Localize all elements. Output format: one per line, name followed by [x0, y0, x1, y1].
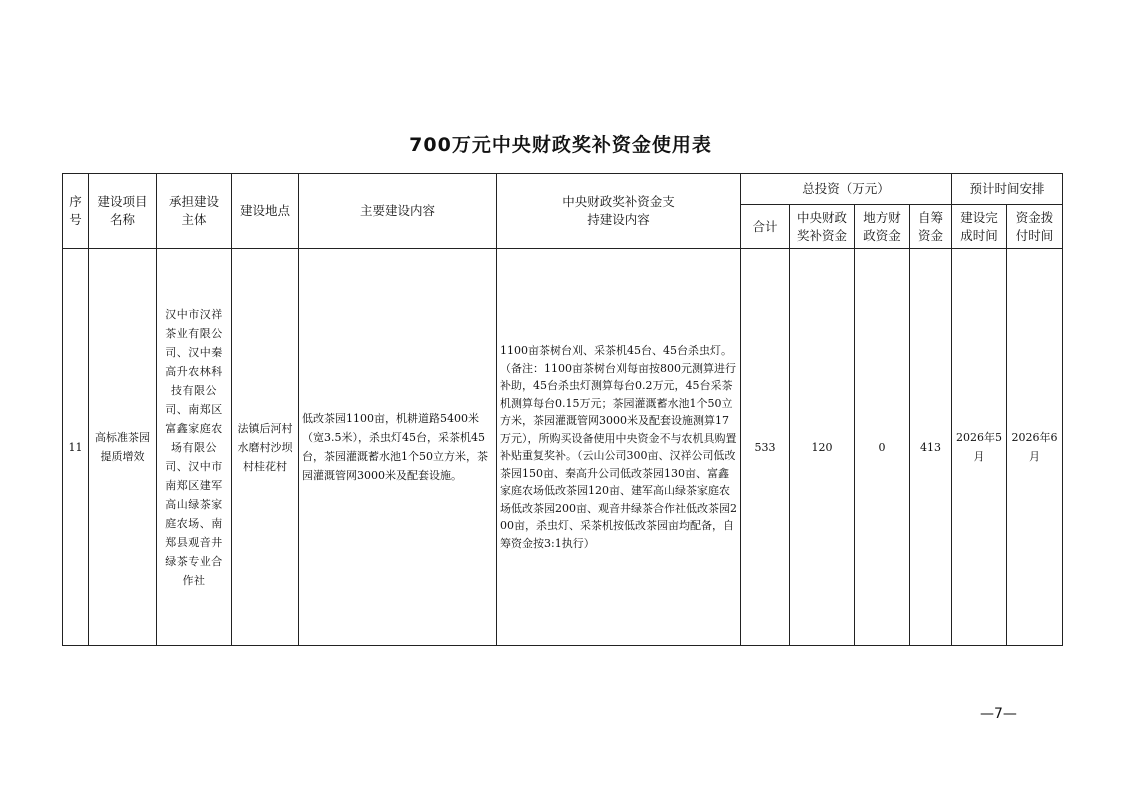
row-seq: 11: [63, 249, 89, 646]
header-central-fund: 中央财政奖补资金: [790, 205, 855, 249]
row-content: 低改茶园1100亩，机耕道路5400米（宽3.5米），杀虫灯45台，采茶机45台，茶园灌溉蓄水池1个50立方米，茶园灌溉管网3000米及配套设施。: [299, 249, 497, 646]
funding-table: [62, 173, 1063, 646]
page-title: 700万元中央财政奖补资金使用表: [409, 134, 712, 156]
header-project-name: 建设项目名称: [89, 174, 157, 249]
header-self-fund: 自筹资金: [910, 205, 952, 249]
row-central-support: 1100亩茶树台刈、采茶机45台、45台杀虫灯。（备注：1100亩茶树台刈每亩按800元测算进行补助，45台杀虫灯测算每台0.2万元，45台采茶机测算每台0.15万元；茶园灌溉蓄水池1个50立方米，茶园灌溉管网3000米及配套设施测算17万元），所购买设备使用中央资金不与农机具购置补贴重复奖补。（云山公司300亩、汉祥公司低改茶园150亩、秦高升公司低改茶园130亩、富鑫家庭农场低改茶园120亩、建军高山绿茶家庭农场低改茶园200亩、观音井绿茶合作社低改茶园200亩，杀虫灯、采茶机按低改茶园亩均配备，自筹资金按3:1执行）: [497, 249, 741, 646]
header-seq: 序号: [63, 174, 89, 249]
header-location: 建设地点: [232, 174, 299, 249]
row-local-fund: 0: [855, 249, 910, 646]
header-total: 合计: [741, 205, 790, 249]
header-org: 承担建设主体: [157, 174, 232, 249]
header-central-support: 中央财政奖补资金支持建设内容: [497, 174, 741, 249]
header-local-fund: 地方财政资金: [855, 205, 910, 249]
page-number: —7—: [980, 706, 1017, 722]
row-org: 汉中市汉祥茶业有限公司、汉中秦高升农林科技有限公司、南郑区富鑫家庭农场有限公司、汉中市南郑区建军高山绿茶家庭农场、南郑县观音井绿茶专业合作社: [157, 249, 232, 646]
row-total: 533: [741, 249, 790, 646]
row-self-fund: 413: [910, 249, 952, 646]
table-row: [63, 249, 1063, 646]
row-payment-time: 2026年6月: [1007, 249, 1063, 646]
row-project-name: 高标准茶园提质增效: [89, 249, 157, 646]
header-schedule: 预计时间安排: [952, 174, 1063, 205]
header-payment-time: 资金拨付时间: [1007, 205, 1063, 249]
header-content: 主要建设内容: [299, 174, 497, 249]
header-completion-time: 建设完成时间: [952, 205, 1007, 249]
row-location: 法镇后河村水磨村沙坝村桂花村: [232, 249, 299, 646]
header-total-investment: 总投资（万元）: [741, 174, 952, 205]
row-central-fund: 120: [790, 249, 855, 646]
row-completion-time: 2026年5月: [952, 249, 1007, 646]
